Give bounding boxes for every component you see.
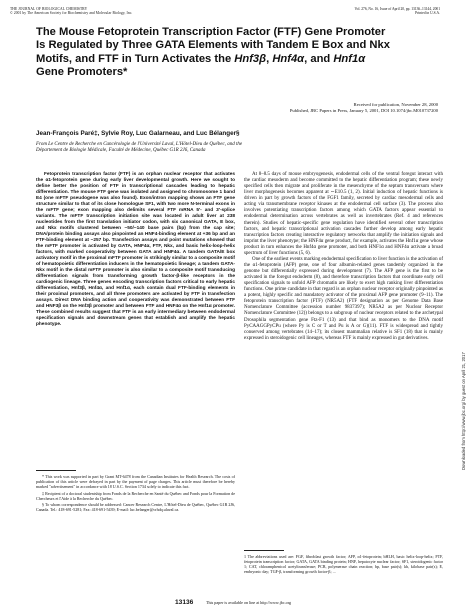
journal-printed-in: Printed in U.S.A. bbox=[415, 11, 440, 16]
journal-copyright: © 2001 by The American Society for Biochemistry and Molecular Biology, Inc. bbox=[10, 11, 133, 16]
affiliation bbox=[36, 142, 416, 154]
abstract-text: Fetoprotein transcription factor (FTF) is an orphan nuclear receptor that activates the α1-fetoprotein gene during early liver developmental growth. Here we sought to define better the position of FTF in transcriptional cascades leading to hepatic differentiation. The mouse FTF gene was isolated and assigned to chromosome 1 band E4 (one mFTF pseudogene was also found). Exon/intron mapping shows an FTF gene structure similar to that of its close homologue SF1, with two more N-terminal exons in the mFTF gene; exon mapping also delimits several FTF mRNA 5′- and 3′-splice variants. The mFTF transcription initiation site was located in adult liver at 238 nucleotides from the first translation initiator codon, with six canonical GATA, E box, and Nkx motifs clustered between −50/−140 base pairs (bp) from the cap site; DNA/protein binding assays also pinpointed an HNF4-binding element at +36 bp and an FTF-binding element at −257 bp. Transfection assays and point mutations showed that the mFTF promoter is activated by GATA, HNF4α, FTF, Nkx, and basic helix-loop-helix factors, with marked cooperativity between GATA and HNF4α. A tandem GATA/E box activatory motif in the proximal mFTF promoter is strikingly similar to a composite motif of hematopoietic differentiation inducers in the hematopoietic lineage; a tandem GATA-Nkx motif in the distal mFTF promoter is also similar to a composite motif transducing differentiation signals from transforming growth factor-β-like receptors in the cardiogenic lineage. Three genes encoding transcription factors critical to early hepatic differentiation, Hnf3β, Hnf4α, and Hnf1α, each contain dual FTF-binding elements in their proximal promoters, and all three promoters are activated by FTF in transfection assays. Direct DNA binding action and cooperativity was demonstrated between FTF and HNF3β on the Hnf3β promoter and between FTF and HNF4α on the Hnf1α promoter. These combined results suggest that FTF is an early intermediary between endodermal specification signals and downstream genes that establish and amplify the hepatic phenotype. bbox=[36, 172, 236, 327]
published-info: Published, JBC Papers in Press, January 5, 2001, DOI 10.1074/jbc.M010737200 bbox=[289, 108, 438, 113]
journal-header bbox=[10, 7, 440, 16]
title-line-4: Gene Promoters* bbox=[36, 66, 128, 79]
affiliation-line-2: Département de Biologie Médicale, Faculté de Médecine, Québec G1R 2J6, Canada bbox=[36, 148, 206, 154]
title-line-2: Is Regulated by Three GATA Elements with Tandem E Box and Nkx bbox=[36, 39, 390, 52]
title-line-3-text: Motifs, and FTF in Turn Activates the bbox=[36, 52, 235, 65]
title-separator: , bbox=[266, 52, 273, 65]
title-line-1: The Mouse Fetoprotein Transcription Factor (FTF) Gene Promoter bbox=[36, 26, 386, 38]
gene-name-hnf4a: Hnf4α bbox=[272, 52, 305, 65]
footnote-divider bbox=[36, 470, 76, 471]
gene-name-hnf1a: Hnf1α bbox=[333, 52, 366, 65]
body-paragraph-1: At 8–8.5 days of mouse embryogenesis, endodermal cells of the ventral foregut interact with the cardiac mesoderm and become committed to the hepatic differentiation program; these newly specified cells then migrate and proliferate in the mesenchyme of the septum transversum where liver morphogenesis becomes apparent at ∼E10.5 (1, 2). Initial induction of hepatic functions is driven in part by growth factors of the FGF1 family, secreted by cardiac mesodermal cells and acting via transmembrane receptor kinases at the endodermal cell surface (3). The process also involves potentiating transcription factors among which GATA factors appear essential to endodermal determination across vertebrates as well as invertebrates (Ref. 4 and references therein). Studies of hepatic-specific gene regulation have identified several other transcription factors, and hepatic transcriptional activation cascades further develop among early hepatic transcription factors creating interactive regulatory networks that amplify the initiation signals and imprint the liver phenotype; the HNF4α gene product, for example, activates the Hnf1α gene whose product in turn enhances the Hnf4α gene promoter, and both HNF1α and HNF4α activate a broad spectrum of liver functions (5, 6). bbox=[244, 172, 443, 256]
abbreviations-divider bbox=[244, 550, 284, 551]
abstract bbox=[36, 172, 235, 328]
gene-name-hnf3b: Hnf3β bbox=[234, 52, 267, 65]
page-number: 13136 bbox=[175, 599, 194, 606]
footnote-correspondence: § To whom correspondence should be addressed: Cancer Research Centre, L'Hôtel-Dieu de Québec, Québec G1R 2J6, Canada. Tel.: 418-691-5281; Fax: 418-691-5439; E-mail: luc.belanger@crhdq.ulaval.ca. bbox=[36, 502, 235, 513]
page-footer bbox=[0, 598, 474, 608]
online-availability-note: This paper is available on line at http://www.jbc.org bbox=[206, 600, 292, 605]
article-page: THE JOURNAL OF BIOLOGICAL CHEMISTRY © 2001 by The American Society for Biochemistry and Molecular Biology, Inc. Vol. 276, No. 16, Issue of April 20, pp. 13136–13144, 2001 Printed in U.S.A. The Mouse Fetoprotein Transcription Factor (FTF) Gene Promoter Is Regulated by Three GATA Elements with Tandem E Box and Nkx Motifs, and FTF in Turn Activates the Hnf3β, Hnf4α, and Hnf1α Gene Promoters* Received for publication, November 28, 2000 Published, JBC Papers in Press, January 5, 2001, DOI 10.1074/jbc.M010737200 Jean-François Paré‡, Sylvie Roy, Luc Galarneau, and Luc Bélanger§ From Le Centre de Recherche en Cancérologie de l'Université Laval, L'Hôtel-Dieu de Québec, and the Département de Biologie Médicale, Faculté de Médecine, Québec G1R 2J6, Canada Fetoprotein transcription factor (FTF) is an orphan nuclear receptor that activates the α1-fetoprotein gene during early liver developmental growth. Here we sought to define better the position of FTF in transcriptional cascades leading to hepatic differentiation. The mouse FTF gene was isolated and assigned to chromosome 1 band E4 (one mFTF pseudogene was also found). Exon/intron mapping shows an FTF gene structure similar to that of its close homologue SF1, with two more N-terminal exons in the mFTF gene; exon mapping also delimits several FTF mRNA 5′- and 3′-splice variants. The mFTF transcription initiation site was located in adult liver at 238 nucleotides from the first translation initiator codon, with six canonical GATA, E box, and Nkx motifs clustered between −50/−140 base pairs (bp) from the cap site; DNA/protein binding assays also pinpointed an HNF4-binding element at +36 bp and an FTF-binding element at −257 bp. Transfection assays and point mutations showed that the mFTF promoter is activated by GATA, HNF4α, FTF, Nkx, and basic helix-loop-helix factors, with marked cooperativity between GATA and HNF4α. A tandem GATA/E box activatory motif in the proximal mFTF promoter is strikingly similar to a composite motif of hematopoietic differentiation inducers in the hematopoietic lineage; a tandem GATA-Nkx motif in the distal mFTF promoter is also similar to a composite motif transducing differentiation signals from transforming growth factor-β-like receptors in the cardiogenic lineage. Three genes encoding transcription factors critical to early hepatic differentiation, Hnf3β, Hnf4α, and Hnf1α, each contain dual FTF-binding elements in their proximal promoters, and all three promoters are activated by FTF in transfection assays. Direct DNA binding action and cooperativity was demonstrated between FTF and HNF3β on the Hnf3β promoter and between FTF and HNF4α on the Hnf1α promoter. These combined results suggest that FTF is an early intermediary between endodermal specification signals and downstream genes that establish and amplify the hepatic phenotype. * This work was supported in part by Grant MT-6478 from the Canadian Institutes for Health Research. The costs of publication of this article were defrayed in part by the payment of page charges. This article must therefore be hereby marked "advertisement" in accordance with 18 U.S.C. Section 1734 solely to indicate this fact. ‡ Recipient of a doctoral studentship from Fonds de la Recherche en Santé du Québec and Fonds pour la Formation de Chercheurs et l'Aide à la Recherche du Québec. § To whom correspondence should be addressed: Cancer Research Centre, L'Hôtel-Dieu de Québec, Québec G1R 2J6, Canada. Tel.: 418-691-5281; Fax: 418-691-5439; E-mail: luc.belanger@crhdq.ulaval.ca. At 8–8.5 days of mouse embryogenesis, endodermal cells of the ventral foregut interact with the cardiac mesoderm and become committed to the hepatic differentiation program; these newly specified cells then migrate and proliferate in the mesenchyme of the septum transversum where liver morphogenesis becomes apparent at ∼E10.5 (1, 2). Initial induction of hepatic functions is driven in part by growth factors of the FGF1 family, secreted by cardiac mesodermal cells and acting via transmembrane receptor kinases at the endodermal cell surface (3). The process also involves potentiating transcription factors among which GATA factors appear essential to endodermal determination across vertebrates as well as invertebrates (Ref. 4 and references therein). Studies of hepatic-specific gene regulation have identified several other transcription factors, and hepatic transcriptional activation cascades further develop among early hepatic transcription factors creating interactive regulatory networks that amplify the initiation signals and imprint the liver phenotype; the HNF4α gene product, for example, activates the Hnf1α gene whose product in turn enhances the Hnf4α gene promoter, and both HNF1α and HNF4α activate a broad spectrum of liver functions (5, 6). One of the earliest events marking endodermal specification to liver function is the activation of the α1-fetoprotein (AFP) gene, one of four albumin-related genes tandemly organized in the genome but differentially expressed during development (7). The AFP gene is the first to be activated in the foregut endoderm (8), and therefore transcription factors that coordinate early cell specification signals to unfold AFP chromatin are likely to exert high ranking liver differentiation functions. One prime candidate in that regard is an orphan nuclear receptor originally pinpointed as a potent, highly specific and mandatory activator of the proximal AFP gene promoter (9–11). The fetoprotein transcription factor (FTF) (NR5A2) (FTF designation as per Genome Data Base Nomenclature Committee (accession number 9837397); NR5A2 as per Nuclear Receptor Nomenclature Committee (12)) belongs to a subgroup of nuclear receptors related to the archetypal Drosophila segmentation gene Ftz-F1 (13) and that bind as monomers to the DNA motif PyCAAGGPyCPu (where Py is C or T and Pu is A or G)(11). FTF is widespread and tightly conserved among vertebrates (14–17); its closest mammalian relative is SF1 (18) that is mainly expressed in steroidogenic cell lineages, whereas FTF is mainly expressed in gut derivatives. 1 The abbreviations used are: FGF, fibroblast growth factor; AFP, α1-fetoprotein; bHLH, basic helix-loop-helix; FTF, fetoprotein transcription factor; GATA, GATA binding protein; HNF, hepatocyte nuclear factor; SF1, steroidogenic factor 1; CAT, chloramphenicol acetyltransferase; PCR, polymerase chain reaction; bp, base pair(s); kb, kilobase pair(s); E, embryonic day; TGF-β, transforming growth factor-β; ... Downloaded from http://www.jbc.org/ by guest on April 21, 2017 13136 This paper is available on line at http://www.jbc.org bbox=[0, 0, 474, 615]
author-list: Jean-François Paré‡, Sylvie Roy, Luc Galarneau, and Luc Bélanger§ bbox=[36, 130, 240, 137]
article-title bbox=[36, 26, 436, 80]
footnote-funding: * This work was supported in part by Grant MT-6478 from the Canadian Institutes for Health Research. The costs of publication of this article were defrayed in part by the payment of page charges. This article must therefore be hereby marked "advertisement" in accordance with 18 U.S.C. Section 1734 solely to indicate this fact. bbox=[36, 474, 235, 490]
journal-citation bbox=[355, 7, 440, 16]
affiliation-line-1: From Le Centre de Recherche en Cancérologie de l'Université Laval, L'Hôtel-Dieu de Québec, and the bbox=[36, 142, 243, 147]
journal-name: THE JOURNAL OF BIOLOGICAL CHEMISTRY bbox=[10, 7, 88, 11]
body-paragraph-2: One of the earliest events marking endodermal specification to liver function is the activation of the α1-fetoprotein (AFP) gene, one of four albumin-related genes tandemly organized in the genome but differentially expressed during development (7). The AFP gene is the first to be activated in the foregut endoderm (8), and therefore transcription factors that coordinate early cell specification signals to unfold AFP chromatin are likely to exert high ranking liver differentiation functions. One prime candidate in that regard is an orphan nuclear receptor originally pinpointed as a potent, highly specific and mandatory activator of the proximal AFP gene promoter (9–11). The fetoprotein transcription factor (FTF) (NR5A2) (FTF designation as per Genome Data Base Nomenclature Committee (accession number 9837397); NR5A2 as per Nuclear Receptor Nomenclature Committee (12)) belongs to a subgroup of nuclear receptors related to the archetypal Drosophila segmentation gene Ftz-F1 (13) and that bind as monomers to the DNA motif PyCAAGGPyCPu (where Py is C or T and Pu is A or G)(11). FTF is widespread and tightly conserved among vertebrates (14–17); its closest mammalian relative is SF1 (18) that is mainly expressed in steroidogenic cell lineages, whereas FTF is mainly expressed in gut derivatives. bbox=[244, 256, 443, 341]
received-date: Received for publication, November 28, 2000 bbox=[353, 102, 438, 107]
footnote-studentship: ‡ Recipient of a doctoral studentship from Fonds de la Recherche en Santé du Québec and Fonds pour la Formation de Chercheurs et l'Aide à la Recherche du Québec. bbox=[36, 490, 235, 501]
abbreviations-footnote: 1 The abbreviations used are: FGF, fibroblast growth factor; AFP, α1-fetoprotein; bHLH, basic helix-loop-helix; FTF, fetoprotein transcription factor; GATA, GATA binding protein; HNF, hepatocyte nuclear factor; SF1, steroidogenic factor 1; CAT, chloramphenicol acetyltransferase; PCR, polymerase chain reaction; bp, base pair(s); kb, kilobase pair(s); E, embryonic day; TGF-β, transforming growth factor-β; ... bbox=[244, 554, 443, 575]
title-separator: , and bbox=[304, 52, 334, 65]
journal-volume-issue: Vol. 276, No. 16, Issue of April 20, pp. 13136–13144, 2001 bbox=[354, 7, 440, 11]
footnotes bbox=[36, 474, 235, 514]
received-info bbox=[138, 102, 438, 114]
body-text bbox=[244, 172, 443, 342]
